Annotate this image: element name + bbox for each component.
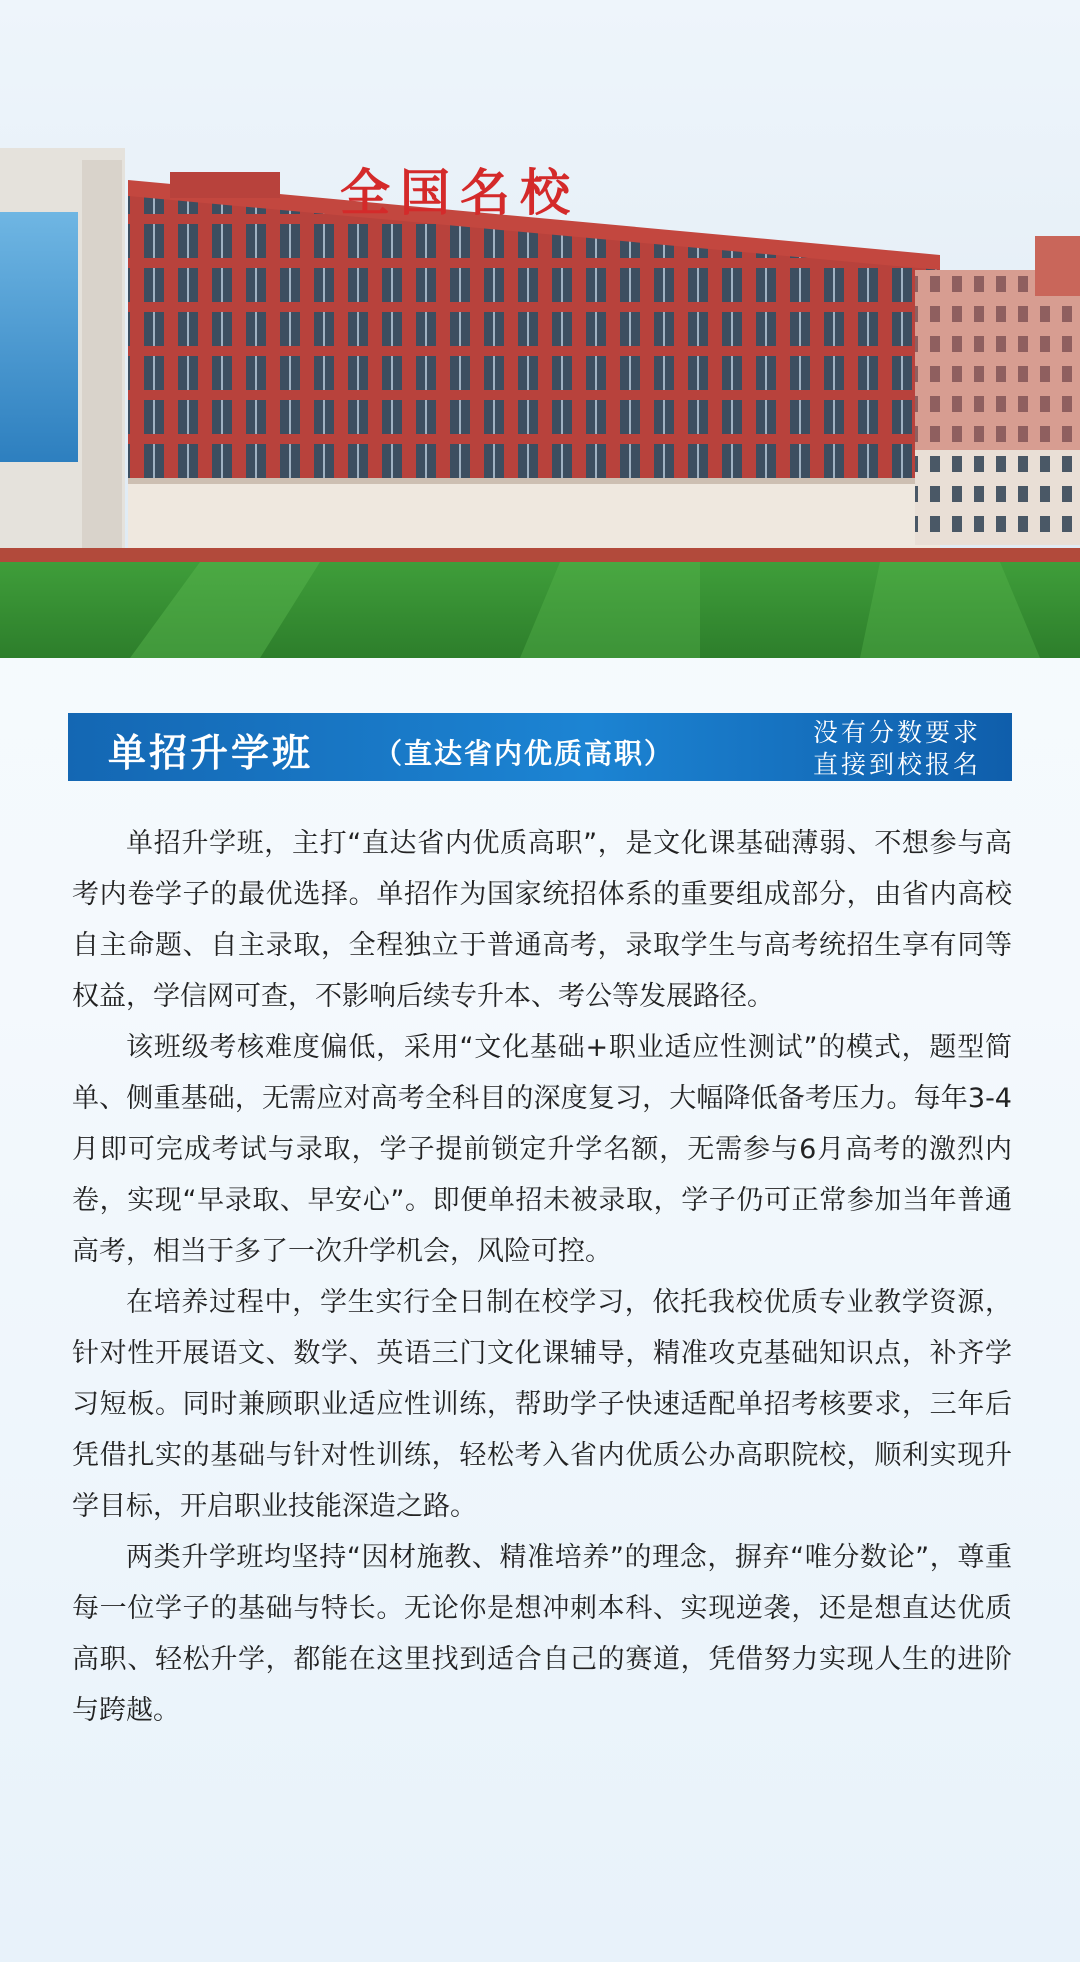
- banner-subtitle: （直达省内优质高职）: [374, 737, 675, 770]
- paragraph-3: 在培养过程中，学生实行全日制在校学习，依托我校优质专业教学资源，针对性开展语文、数学、英语三门文化课辅导，精准攻克基础知识点，补齐学习短板。同时兼顾职业适应性训练，帮助学子快速适配单招考核要求，三年后凭借扎实的基础与针对性训练，轻松考入省内优质公办高职院校，顺利实现升学目标，开启职业技能深造之路。: [72, 1287, 1012, 1522]
- article-body: [72, 818, 1012, 1736]
- banner-side-line-1: 没有分数要求: [812, 718, 981, 747]
- banner-title: 单招升学班: [108, 731, 314, 775]
- banner-side-line-2: 直接到校报名: [812, 750, 981, 779]
- campus-building-illustration: [0, 0, 1080, 658]
- paragraph-4: 两类升学班均坚持“因材施教、精准培养”的理念，摒弃“唯分数论”，尊重每一位学子的基础与特长。无论你是想冲刺本科、实现逆袭，还是想直达优质高职、轻松升学，都能在这里找到适合自己的赛道，凭借努力实现人生的进阶与跨越。: [72, 1542, 1012, 1726]
- banner-side-note: [802, 717, 992, 781]
- paragraph-1: 单招升学班，主打“直达省内优质高职”，是文化课基础薄弱、不想参与高考内卷学子的最优选择。单招作为国家统招体系的重要组成部分，由省内高校自主命题、自主录取，全程独立于普通高考，录取学生与高考统招生享有同等权益，学信网可查，不影响后续专升本、考公等发展路径。: [72, 828, 1012, 1012]
- campus-photo: [0, 0, 1080, 658]
- paragraph-2: 该班级考核难度偏低，采用“文化基础+职业适应性测试”的模式，题型简单、侧重基础，无需应对高考全科目的深度复习，大幅降低备考压力。每年3-4月即可完成考试与录取，学子提前锁定升学名额，无需参与6月高考的激烈内卷，实现“早录取、早安心”。即便单招未被录取，学子仍可正常参加当年普通高考，相当于多了一次升学机会，风险可控。: [72, 1032, 1012, 1267]
- section-banner: [68, 713, 1012, 781]
- school-sign: 全国名校: [340, 164, 580, 222]
